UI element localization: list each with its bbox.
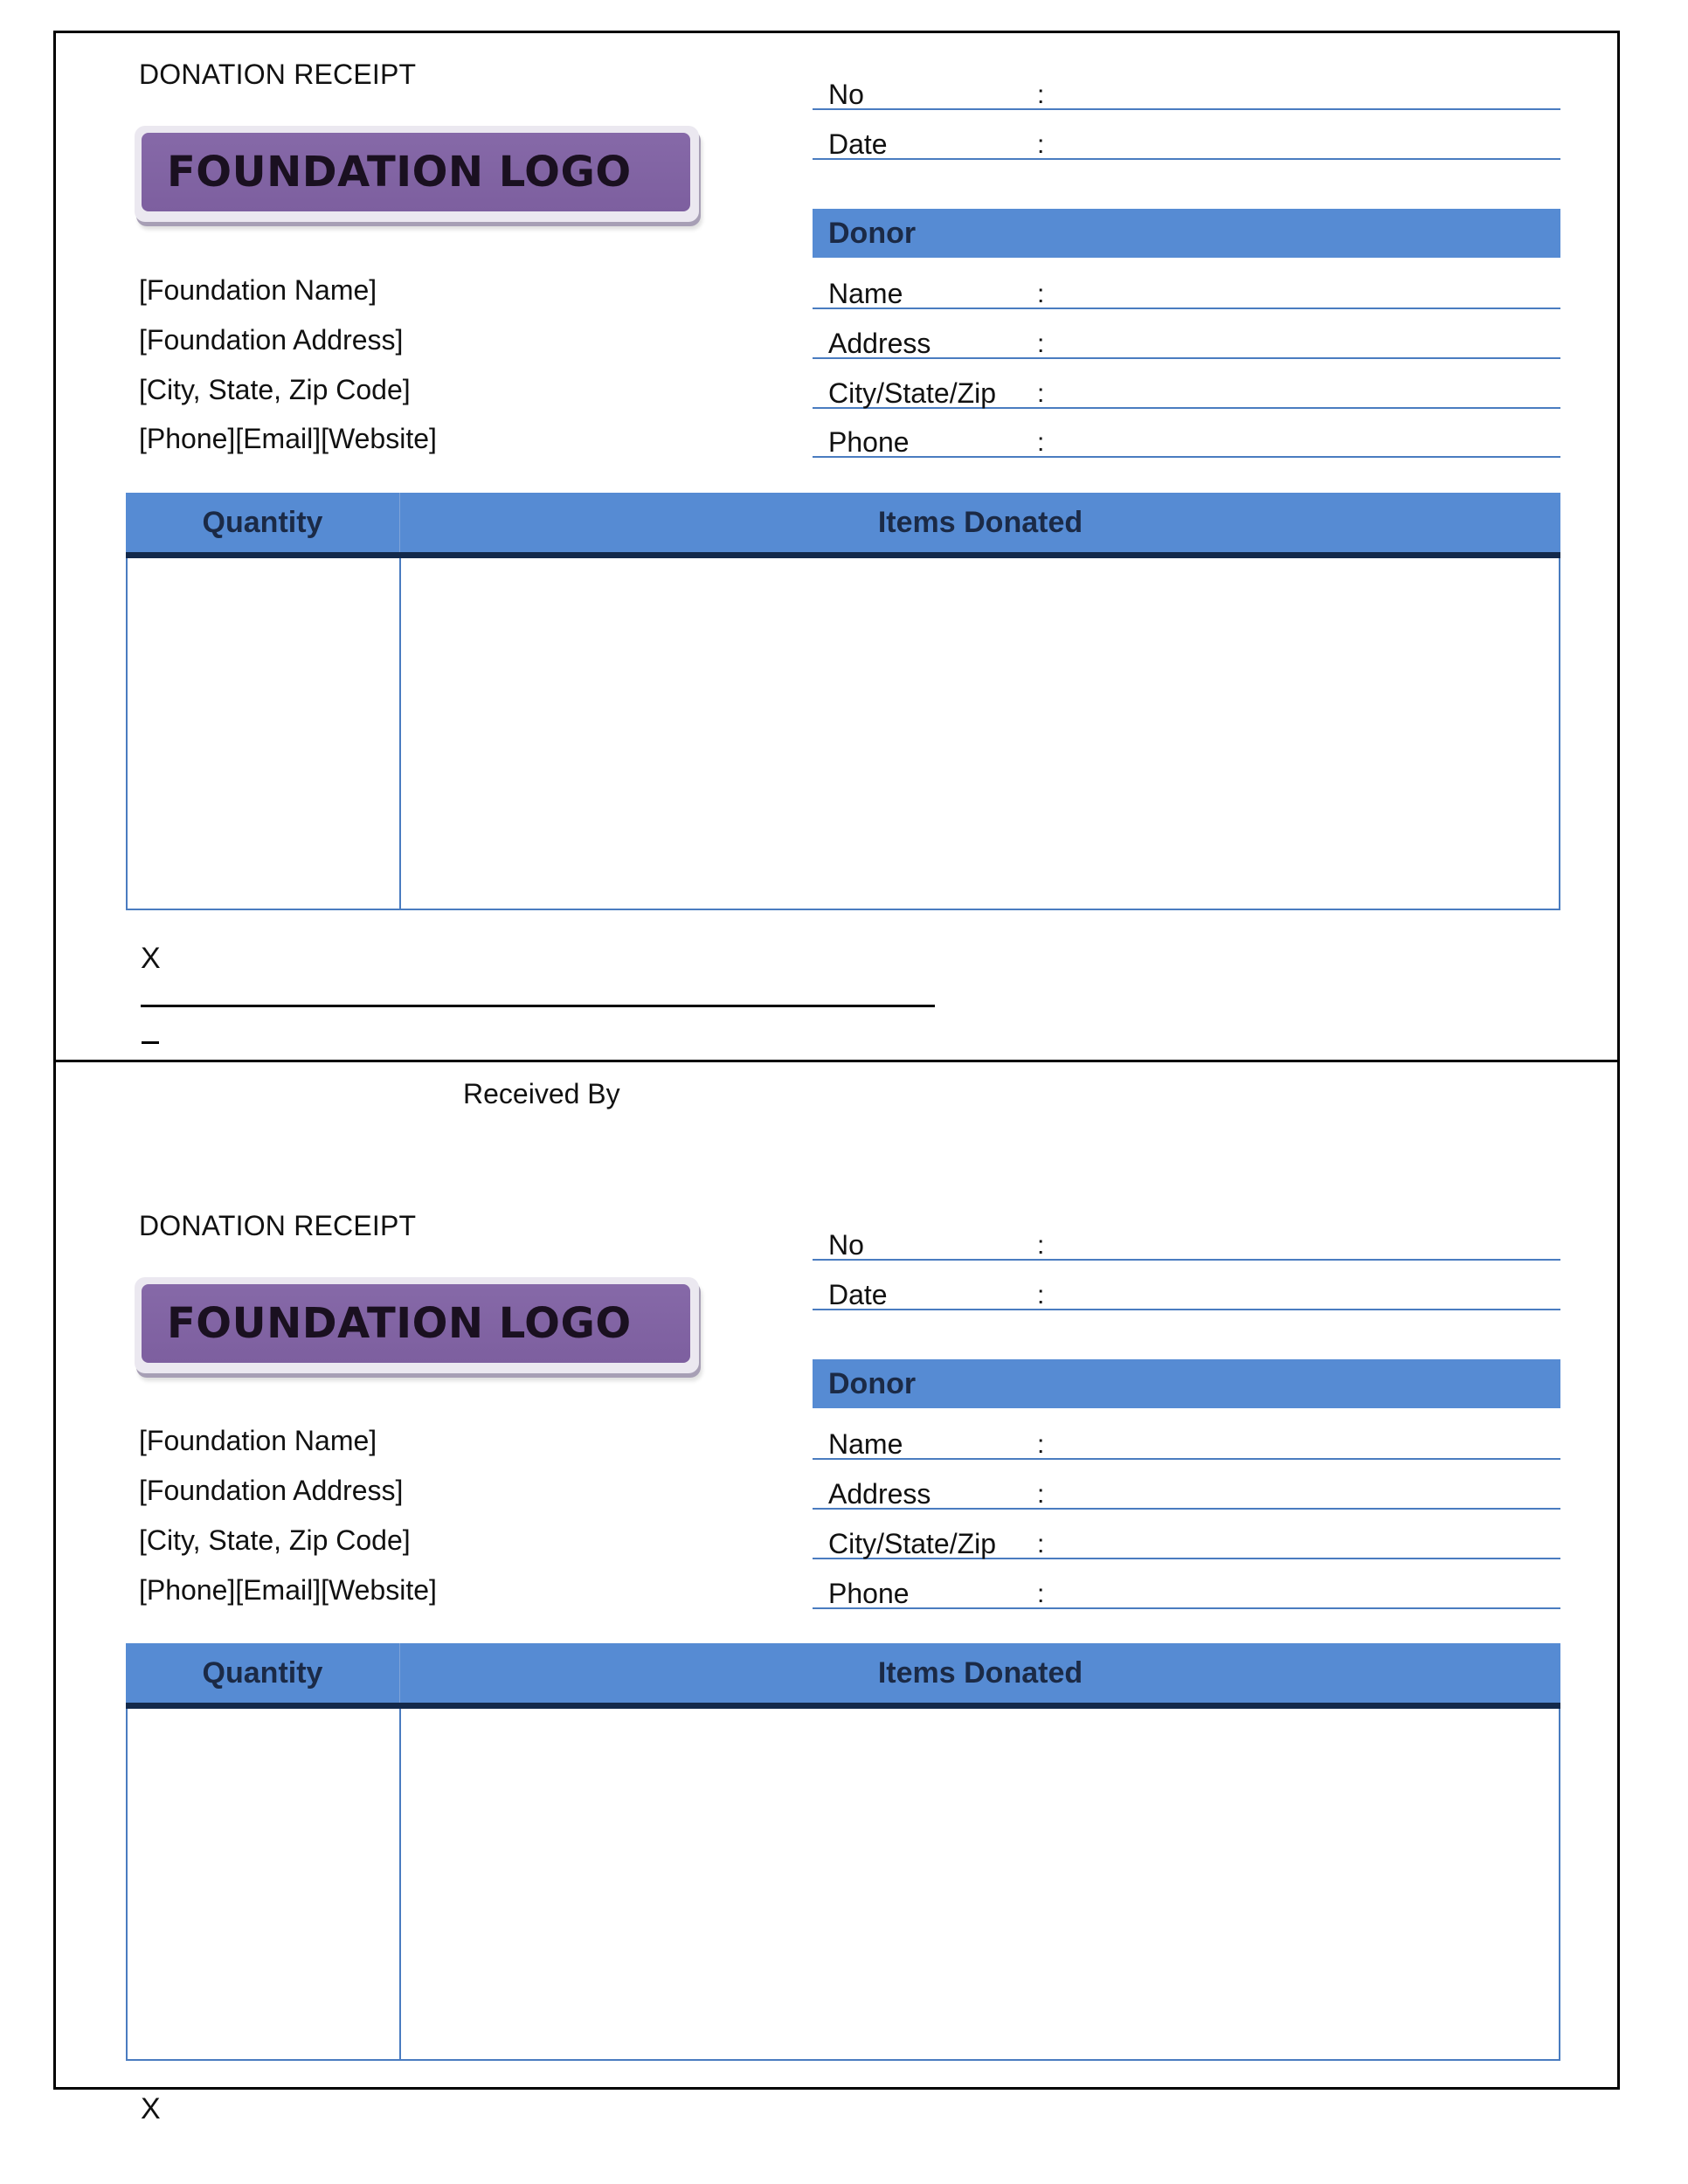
donor-section-header	[813, 209, 1560, 258]
items-table-body	[126, 558, 1560, 910]
donor-section-header	[813, 1359, 1560, 1408]
field-label: Phone	[828, 426, 910, 458]
field-colon: :	[1037, 130, 1045, 159]
field-colon: :	[1037, 1480, 1045, 1509]
field-label: Address	[828, 1478, 931, 1510]
donor-address-field[interactable]	[813, 310, 1560, 359]
field-colon: :	[1037, 1430, 1045, 1459]
signature-x-mark: X	[141, 2092, 161, 2125]
items-donated-cell[interactable]	[401, 558, 1559, 909]
quantity-column-header: Quantity	[126, 493, 400, 552]
field-colon: :	[1037, 280, 1045, 308]
field-label: Date	[828, 1279, 888, 1310]
foundation-city-state-zip: [City, State, Zip Code]	[139, 374, 411, 405]
received-by-label: Received By	[463, 1078, 620, 1109]
receipt-number-field[interactable]	[813, 1212, 1560, 1261]
field-colon: :	[1037, 1231, 1045, 1260]
field-label: City/State/Zip	[828, 377, 997, 409]
receipt-title: DONATION RECEIPT	[139, 59, 417, 90]
foundation-logo	[135, 1277, 699, 1373]
donor-city-state-zip-field[interactable]	[813, 360, 1560, 409]
items-donated-cell[interactable]	[401, 1709, 1559, 2059]
items-table-header	[126, 493, 1560, 558]
donor-name-field[interactable]	[813, 1411, 1560, 1460]
donor-city-state-zip-field[interactable]	[813, 1510, 1560, 1559]
field-colon: :	[1037, 428, 1045, 457]
logo-text: FOUNDATION LOGO	[167, 148, 632, 197]
foundation-contact: [Phone][Email][Website]	[139, 423, 437, 454]
foundation-address: [Foundation Address]	[139, 1475, 404, 1506]
signature-x-mark: X	[141, 942, 161, 975]
field-label: Address	[828, 328, 931, 359]
receipt-number-field[interactable]	[813, 61, 1560, 110]
field-label: Phone	[828, 1578, 910, 1609]
signature-line[interactable]	[141, 1005, 935, 1007]
field-colon: :	[1037, 80, 1045, 109]
foundation-address: [Foundation Address]	[139, 324, 404, 356]
foundation-contact: [Phone][Email][Website]	[139, 1574, 437, 1606]
donor-name-field[interactable]	[813, 260, 1560, 309]
receipt-title: DONATION RECEIPT	[139, 1210, 417, 1241]
donor-address-field[interactable]	[813, 1461, 1560, 1510]
items-donated-column-header: Items Donated	[877, 1655, 1083, 1690]
items-table-header	[126, 1643, 1560, 1709]
donor-header-label: Donor	[828, 1367, 917, 1400]
quantity-cell[interactable]	[128, 558, 401, 909]
receipt-date-field[interactable]	[813, 1261, 1560, 1310]
foundation-city-state-zip: [City, State, Zip Code]	[139, 1524, 411, 1556]
field-label: Date	[828, 128, 888, 160]
foundation-name: [Foundation Name]	[139, 1425, 377, 1456]
quantity-column-header: Quantity	[126, 1643, 400, 1703]
field-label: Name	[828, 278, 903, 309]
foundation-logo	[135, 126, 699, 222]
foundation-name: [Foundation Name]	[139, 274, 377, 306]
quantity-cell[interactable]	[128, 1709, 401, 2059]
field-label: City/State/Zip	[828, 1528, 997, 1559]
field-label: No	[828, 79, 864, 110]
field-colon: :	[1037, 1579, 1045, 1608]
donor-phone-field[interactable]	[813, 409, 1560, 458]
donor-header-label: Donor	[828, 217, 917, 250]
field-colon: :	[1037, 379, 1045, 408]
field-colon: :	[1037, 1530, 1045, 1559]
receipt-date-field[interactable]	[813, 111, 1560, 160]
field-colon: :	[1037, 1281, 1045, 1310]
logo-box	[142, 1284, 690, 1363]
logo-box	[142, 133, 690, 211]
signature-dash	[142, 1041, 159, 1044]
logo-text: FOUNDATION LOGO	[167, 1299, 632, 1348]
field-label: No	[828, 1229, 864, 1261]
field-label: Name	[828, 1428, 903, 1460]
field-colon: :	[1037, 329, 1045, 358]
items-table-body	[126, 1709, 1560, 2061]
items-donated-column-header: Items Donated	[877, 505, 1083, 539]
donor-phone-field[interactable]	[813, 1560, 1560, 1609]
